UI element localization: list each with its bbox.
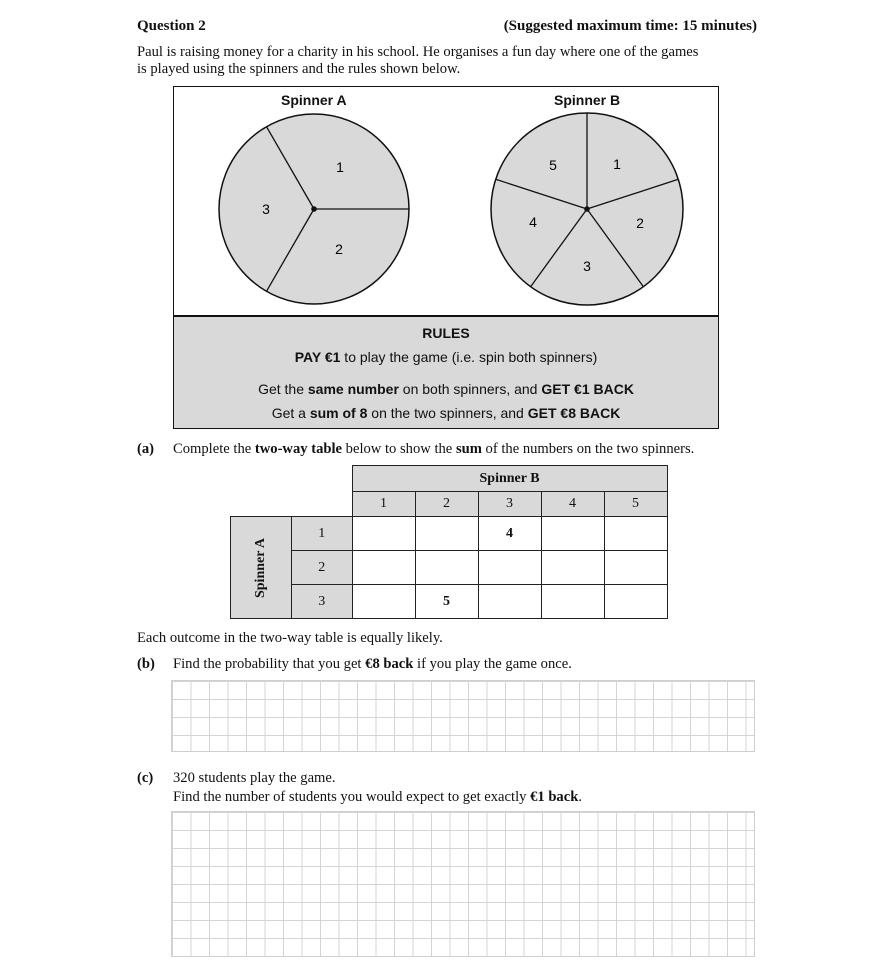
col-label: 4 <box>541 492 604 517</box>
spinner-b-label: Spinner B <box>554 92 621 108</box>
table-cell[interactable] <box>478 585 541 619</box>
rules-panel <box>173 316 719 429</box>
rules-pay-text: to play the game (i.e. spin both spinners) <box>340 349 598 365</box>
equally-likely-note: Each outcome in the two-way table is equally likely. <box>137 630 443 646</box>
spinner-b-sector-4: 4 <box>529 214 537 230</box>
rules-same-number <box>174 381 718 397</box>
table-cell[interactable]: 4 <box>478 517 541 551</box>
row-label: 3 <box>292 585 353 619</box>
intro-line-2: is played using the spinners and the rules shown below. <box>137 61 461 77</box>
table-cell[interactable] <box>604 585 667 619</box>
rules-same-mid: on both spinners, and <box>398 381 542 397</box>
rules-sum-mid: on the two spinners, and <box>367 405 528 421</box>
part-a-mid: below to show the <box>342 441 456 457</box>
part-b-bold: €8 back <box>365 656 414 672</box>
col-header-spinner-b: Spinner B <box>352 466 667 492</box>
table-cell[interactable] <box>352 585 415 619</box>
col-label: 3 <box>478 492 541 517</box>
two-way-table <box>230 465 668 619</box>
rules-same-bold: same number <box>307 381 399 397</box>
spinners-drawing <box>174 87 717 314</box>
part-c-line-2 <box>173 789 582 806</box>
table-cell[interactable] <box>415 551 478 585</box>
col-label: 5 <box>604 492 667 517</box>
intro-line-1: Paul is raising money for a charity in his school. He organises a fun day where one of the games <box>137 44 699 60</box>
suggested-time: (Suggested maximum time: 15 minutes) <box>503 18 757 34</box>
rules-sum-eight <box>174 405 718 421</box>
spinner-b-sector-5: 5 <box>549 157 557 173</box>
part-a-bold-2: sum <box>455 441 482 457</box>
rules-pay <box>174 349 718 365</box>
spinner-a-sector-2: 2 <box>335 241 343 257</box>
col-label: 2 <box>415 492 478 517</box>
rules-sum-pre: Get a <box>271 405 310 421</box>
rules-sum-bold: sum of 8 <box>309 405 368 421</box>
row-header-text: Spinner A <box>253 537 269 598</box>
spinner-b-sector-1: 1 <box>613 156 621 172</box>
part-a-pre: Complete the <box>173 441 255 457</box>
spinner-b-sector-2: 2 <box>636 215 644 231</box>
intro-text <box>137 44 747 78</box>
rules-sum-prize: GET €8 BACK <box>527 405 621 421</box>
rules-same-pre: Get the <box>258 381 308 397</box>
spinner-b <box>491 113 683 305</box>
part-b-text <box>173 656 572 673</box>
table-cell[interactable] <box>604 517 667 551</box>
rules-same-prize: GET €1 BACK <box>541 381 634 397</box>
table-cell[interactable] <box>415 517 478 551</box>
spinner-a-label: Spinner A <box>281 92 347 108</box>
spinners-panel <box>173 86 719 316</box>
spinner-a-sector-1: 1 <box>336 159 344 175</box>
table-cell[interactable] <box>541 551 604 585</box>
question-title: Question 2 <box>137 18 206 34</box>
table-cell[interactable] <box>541 517 604 551</box>
part-c-line-1: 320 students play the game. <box>173 770 336 786</box>
question-header <box>137 18 757 38</box>
part-a-text <box>173 441 694 458</box>
part-b-pre: Find the probability that you get <box>173 656 366 672</box>
part-b-label: (b) <box>137 656 155 672</box>
col-label: 1 <box>352 492 415 517</box>
answer-grid-b[interactable] <box>171 680 755 752</box>
table-cell[interactable] <box>352 517 415 551</box>
spinner-a-sector-3: 3 <box>262 201 270 217</box>
table-cell[interactable] <box>478 551 541 585</box>
rules-heading: RULES <box>422 325 470 341</box>
table-cell[interactable] <box>541 585 604 619</box>
part-c-bold: €1 back <box>530 789 579 805</box>
spinner-a <box>219 114 409 304</box>
row-label: 1 <box>292 517 353 551</box>
row-header-spinner-a <box>231 517 292 619</box>
table-cell[interactable] <box>352 551 415 585</box>
part-a-post: of the numbers on the two spinners. <box>481 441 695 457</box>
part-a-label: (a) <box>137 441 155 457</box>
part-c-pre: Find the number of students you would expect to get exactly <box>173 789 531 805</box>
part-a-bold-1: two-way table <box>254 441 343 457</box>
part-c-label: (c) <box>137 770 154 786</box>
rules-pay-amount: PAY €1 <box>294 349 341 365</box>
spinner-b-sector-3: 3 <box>583 258 591 274</box>
table-cell[interactable]: 5 <box>415 585 478 619</box>
part-c-post: . <box>578 789 582 805</box>
answer-grid-c[interactable] <box>171 811 755 957</box>
table-cell[interactable] <box>604 551 667 585</box>
part-b-post: if you play the game once. <box>413 656 572 672</box>
row-label: 2 <box>292 551 353 585</box>
